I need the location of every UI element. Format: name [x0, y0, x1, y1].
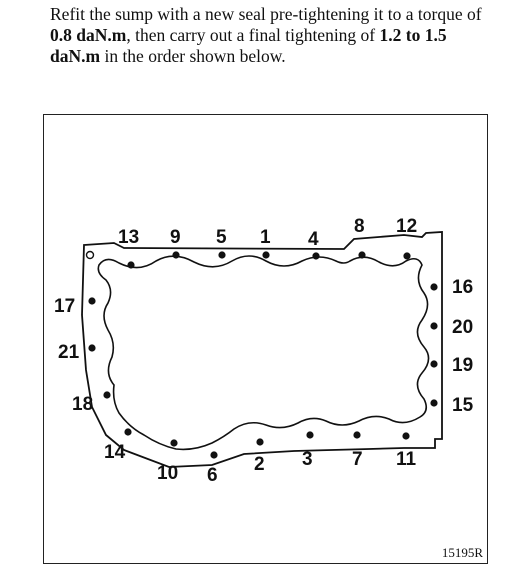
bolt-15-label: 15 [452, 395, 474, 416]
instruction-text [50, 4, 490, 67]
bolt-12-label: 12 [396, 216, 418, 237]
bolt-8-label: 8 [354, 216, 365, 237]
bolt-6-dot [210, 451, 217, 458]
bolt-2-dot [256, 438, 263, 445]
bolt-6-label: 6 [207, 465, 218, 486]
bolt-16-label: 16 [452, 277, 474, 298]
bolt-10-label: 10 [157, 463, 179, 484]
sump-gasket-drawing [44, 115, 489, 565]
bolt-4-label: 4 [308, 229, 319, 250]
bolt-21-label: 21 [58, 342, 80, 363]
bolt-4-dot [312, 252, 319, 259]
pre-tightening-torque: 0.8 daN.m [50, 25, 127, 45]
bolt-7-dot [353, 431, 360, 438]
bolt-14-label: 14 [104, 442, 126, 463]
bolt-5-dot [218, 251, 225, 258]
bolt-20-dot [430, 322, 437, 329]
bolt-17-label: 17 [54, 296, 76, 317]
bolt-3-dot [306, 431, 313, 438]
bolt-18-dot [103, 391, 110, 398]
bolt-5-label: 5 [216, 227, 227, 248]
bolt-markers [54, 216, 474, 486]
bolt-18-label: 18 [72, 394, 94, 415]
gasket-inner-outline [98, 256, 428, 449]
bolt-11-dot [402, 432, 409, 439]
bolt-12-dot [403, 252, 410, 259]
bolt-1-label: 1 [260, 227, 271, 248]
bolt-21-dot [88, 344, 95, 351]
bolt-16-dot [430, 283, 437, 290]
bolt-19-label: 19 [452, 355, 474, 376]
bolt-11-label: 11 [396, 449, 417, 470]
locating-hole [87, 252, 94, 259]
bolt-3-label: 3 [302, 449, 313, 470]
instruction-part-3: in the order shown below. [100, 46, 286, 66]
bolt-2-label: 2 [254, 454, 265, 475]
final-tightening-torque: 1.2 to 1.5 daN.m [50, 25, 447, 66]
bolt-7-label: 7 [352, 449, 363, 470]
bolt-13-dot [127, 261, 134, 268]
bolt-9-dot [172, 251, 179, 258]
bolt-19-dot [430, 360, 437, 367]
bolt-20-label: 20 [452, 317, 474, 338]
bolt-9-label: 9 [170, 227, 181, 248]
figure-reference-number: 15195R [441, 545, 483, 560]
bolt-1-dot [262, 251, 269, 258]
bolt-17-dot [88, 297, 95, 304]
bolt-8-dot [358, 251, 365, 258]
bolt-15-dot [430, 399, 437, 406]
instruction-part-2: , then carry out a final tightening of [126, 25, 380, 45]
bolt-10-dot [170, 439, 177, 446]
instruction-part-1: Refit the sump with a new seal pre-tightening it to a torque of [50, 4, 482, 24]
bolt-14-dot [124, 428, 131, 435]
sump-tightening-diagram [43, 114, 488, 564]
bolt-13-label: 13 [118, 227, 140, 248]
